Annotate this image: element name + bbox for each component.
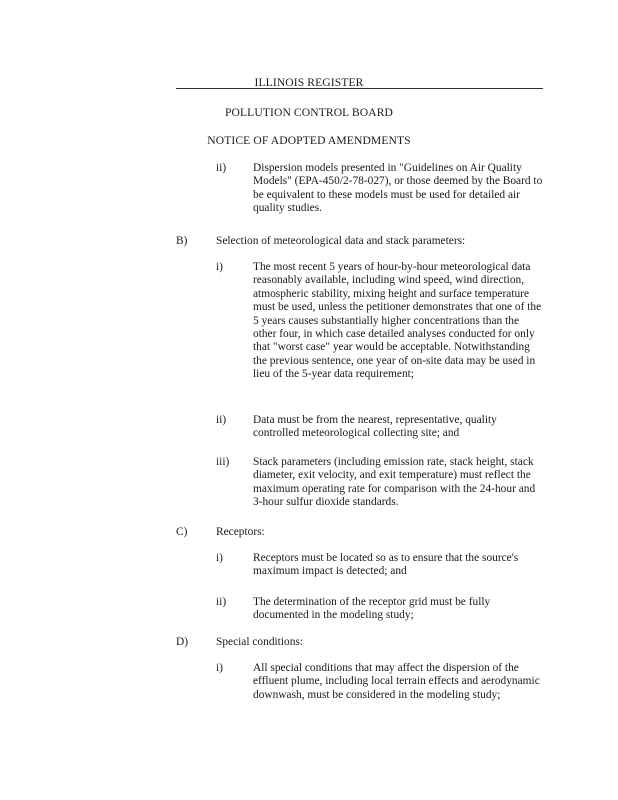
notice-title: NOTICE OF ADOPTED AMENDMENTS [207, 134, 411, 147]
section-b-title: Selection of meteorological data and stack parameters: [216, 235, 466, 247]
header-rule [176, 88, 543, 89]
item-c-i-label: i) [216, 552, 223, 564]
item-c-ii-text: The determination of the receptor grid must be fully documented in the modeling study; [253, 596, 491, 622]
item-d-i-label: i) [216, 662, 223, 674]
item-c-i-text: Receptors must be located so as to ensure that the source's maximum impact is detected; and [253, 552, 519, 578]
section-d-title: Special conditions: [216, 636, 303, 648]
item-b-ii-text: Data must be from the nearest, representative, quality controlled meteorological collecting site; and [253, 414, 497, 440]
section-c-title: Receptors: [216, 526, 265, 538]
item-b-iii-label: iii) [216, 456, 230, 468]
item-a-ii-label: ii) [216, 162, 227, 174]
section-b-label: B) [176, 235, 188, 247]
item-d-i-text: All special conditions that may affect the dispersion of the effluent plume, including local terrain effects and aerodynamic downwash, must be considered in the modeling study; [253, 662, 540, 701]
item-b-iii-text: Stack parameters (including emission rate, stack height, stack diameter, exit velocity, and exit temperature) must reflect the maximum operating rate for comparison with the 24-hour and 3-hour sulfur dioxide standards. [253, 456, 536, 509]
register-title: ILLINOIS REGISTER [254, 76, 364, 89]
item-c-ii-label: ii) [216, 596, 227, 608]
section-d-label: D) [176, 636, 189, 648]
item-b-ii-label: ii) [216, 414, 227, 426]
board-title: POLLUTION CONTROL BOARD [224, 106, 394, 119]
item-a-ii-text: Dispersion models presented in "Guidelines on Air Quality Models" (EPA-450/2-78-027), or those deemed by the Board to be equivalent to these models must be used for detailed air quality studies. [253, 162, 543, 215]
section-c-label: C) [176, 526, 188, 538]
item-b-i-text: The most recent 5 years of hour-by-hour meteorological data reasonably available, including wind speed, wind direction, atmospheric stability, mixing height and surface temperature must be used, unless the petitioner demonstrates that one of the 5 years causes substantially higher concentrations than the other four, in which case detailed analyses conducted for only that "worst case" year would be acceptable. Notwithstanding the previous sentence, one year of on-site data may be used in lieu of the 5-year data requirement; [253, 261, 542, 381]
item-b-i-label: i) [216, 261, 223, 273]
